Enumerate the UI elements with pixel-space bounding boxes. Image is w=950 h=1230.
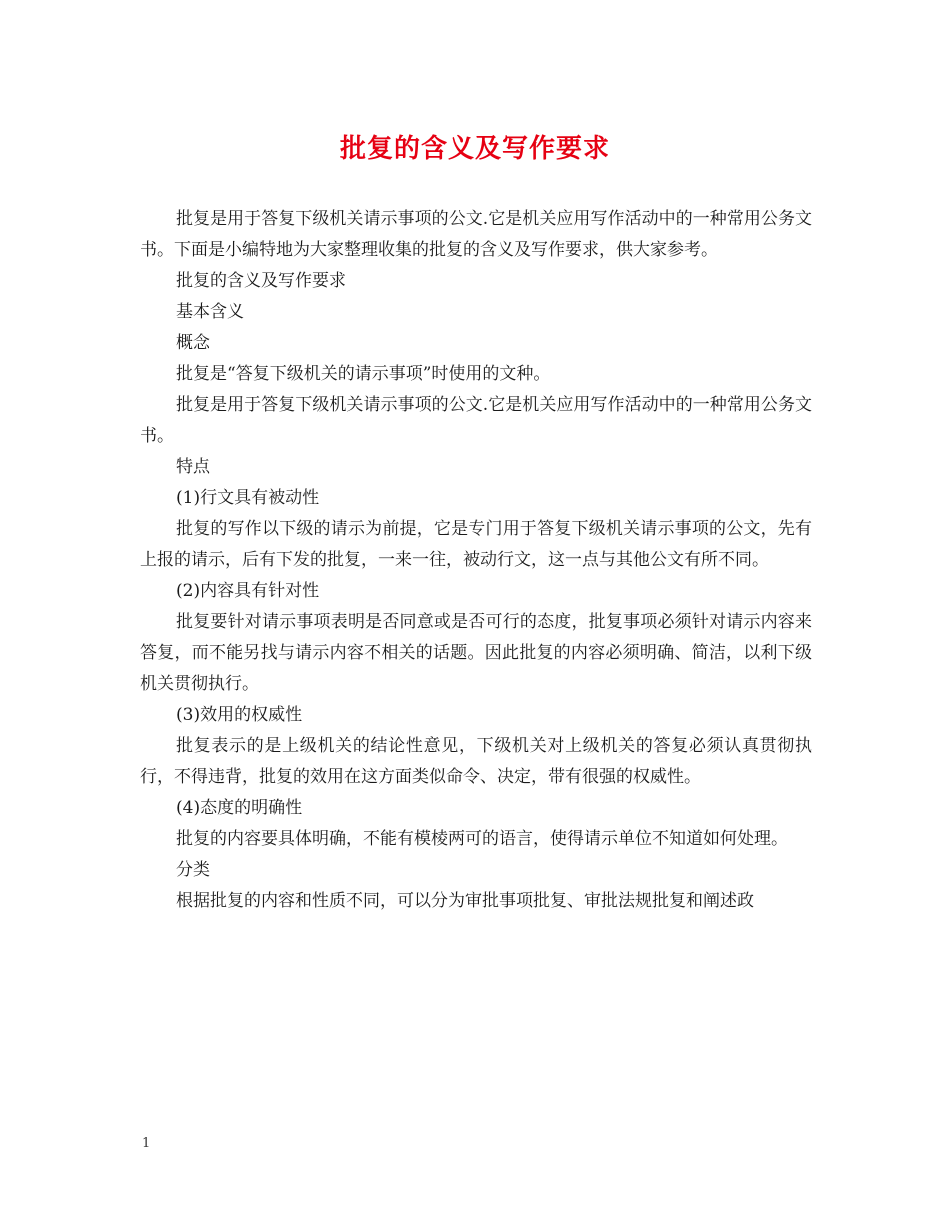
paragraph: 批复要针对请示事项表明是否同意或是否可行的态度，批复事项必须针对请示内容来答复，而不能另找与请示内容不相关的话题。因此批复的内容必须明确、简洁，以利下级机关贯彻执行。 bbox=[140, 612, 812, 694]
paragraph: 批复是“答复下级机关的请示事项”时使用的文种。 bbox=[176, 364, 551, 384]
paragraph: 分类 bbox=[176, 860, 210, 880]
paragraph: (1)行文具有被动性 bbox=[176, 488, 320, 508]
paragraph: 概念 bbox=[176, 333, 210, 353]
page-number: 1 bbox=[142, 1136, 151, 1151]
paragraph: 根据批复的内容和性质不同，可以分为审批事项批复、审批法规批复和阐述政 bbox=[176, 891, 754, 911]
document-body bbox=[140, 204, 812, 917]
paragraph: 批复的内容要具体明确，不能有模棱两可的语言，使得请示单位不知道如何处理。 bbox=[176, 829, 788, 849]
paragraph: (4)态度的明确性 bbox=[176, 798, 303, 818]
paragraph: 批复的写作以下级的请示为前提，它是专门用于答复下级机关请示事项的公文，先有上报的请示，后有下发的批复，一来一往，被动行文，这一点与其他公文有所不同。 bbox=[140, 519, 812, 570]
paragraph: (3)效用的权威性 bbox=[176, 705, 303, 725]
paragraph: (2)内容具有针对性 bbox=[176, 581, 320, 601]
paragraph: 批复表示的是上级机关的结论性意见，下级机关对上级机关的答复必须认真贯彻执行，不得违背，批复的效用在这方面类似命令、决定，带有很强的权威性。 bbox=[140, 736, 812, 787]
paragraph: 批复的含义及写作要求 bbox=[176, 271, 346, 291]
paragraph: 基本含义 bbox=[176, 302, 244, 322]
paragraph: 批复是用于答复下级机关请示事项的公文.它是机关应用写作活动中的一种常用公务文书。 bbox=[140, 395, 812, 446]
document-title: 批复的含义及写作要求 bbox=[339, 134, 610, 164]
paragraph: 特点 bbox=[176, 457, 210, 477]
paragraph: 批复是用于答复下级机关请示事项的公文.它是机关应用写作活动中的一种常用公务文书。下面是小编特地为大家整理收集的批复的含义及写作要求，供大家参考。 bbox=[140, 209, 812, 260]
